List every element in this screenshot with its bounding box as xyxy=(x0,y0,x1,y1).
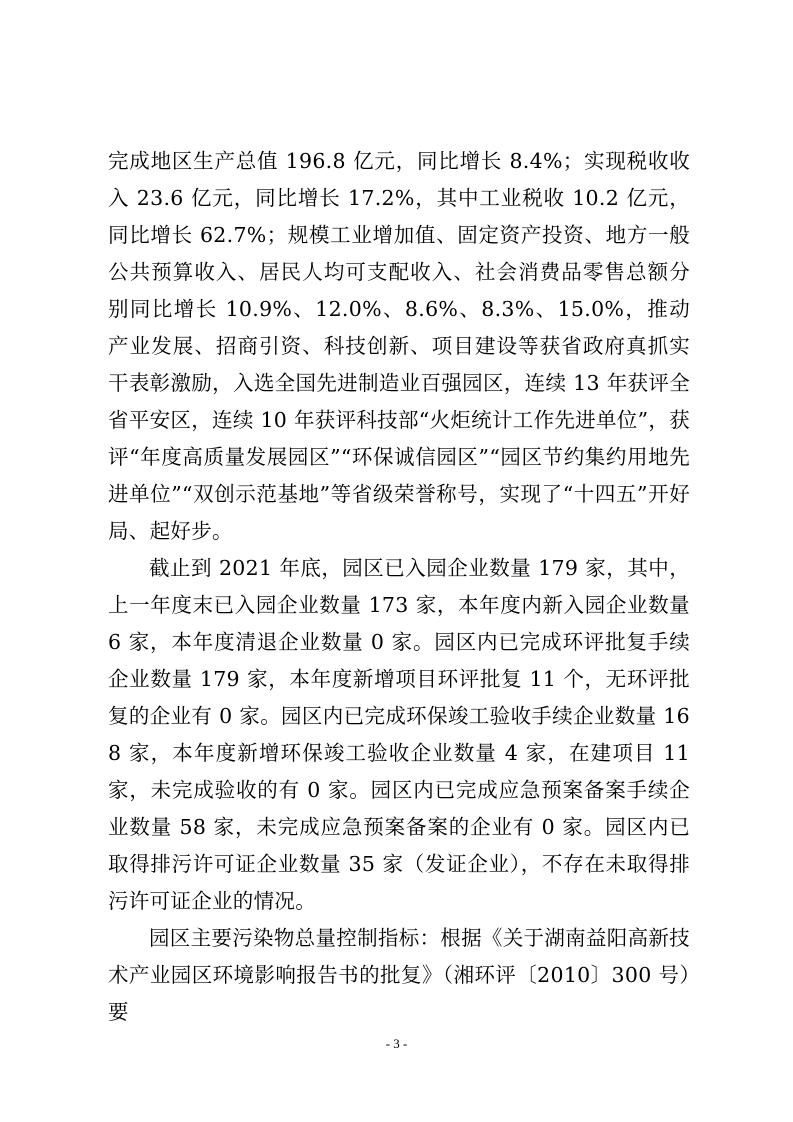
paragraph-economic-results: 完成地区生产总值 196.8 亿元，同比增长 8.4%；实现税收收入 23.6 亿元，同比增长 17.2%，其中工业税收 10.2 亿元，同比增长 62.7%；规模工业增加值、固定资产投资、地方一般公共预算收入、居民人均可支配收入、社会消费品零售总额分别同比增长 10.9%、12.0%、8.6%、8.3%、15.0%，推动产业发展、招商引资、科技创新、项目建设等获省政府真抓实干表彰激励，入选全国先进制造业百强园区，连续 13 年获评全省平安区，连续 10 年获评科技部“火炬统计工作先进单位”，获评“年度高质量发展园区”“环保诚信园区”“园区节约集约用地先进单位”“双创示范基地”等省级荣誉称号，实现了“十四五”开好局、起好步。 xyxy=(108,149,690,543)
document-body xyxy=(108,143,690,1031)
page-number: - 3 - xyxy=(385,1036,408,1051)
paragraph-enterprise-statistics: 截止到 2021 年底，园区已入园企业数量 179 家，其中，上一年度末已入园企业数量 173 家，本年度内新入园企业数量 6 家，本年度清退企业数量 0 家。园区内已完成环评批复手续企业数量 179 家，本年度新增项目环评批复 11 个，无环评批复的企业有 0 家。园区内已完成环保竣工验收手续企业数量 168 家，本年度新增环保竣工验收企业数量 4 家，在建项目 11 家，未完成验收的有 0 家。园区内已完成应急预案备案手续企业数量 58 家，未完成应急预案备案的企业有 0 家。园区内已取得排污许可证企业数量 35 家（发证企业），不存在未取得排污许可证企业的情况。 xyxy=(108,556,690,913)
paragraph-pollution-control: 园区主要污染物总量控制指标：根据《关于湖南益阳高新技术产业园区环境影响报告书的批复》（湘环评〔2010〕300 号）要 xyxy=(108,926,690,1024)
